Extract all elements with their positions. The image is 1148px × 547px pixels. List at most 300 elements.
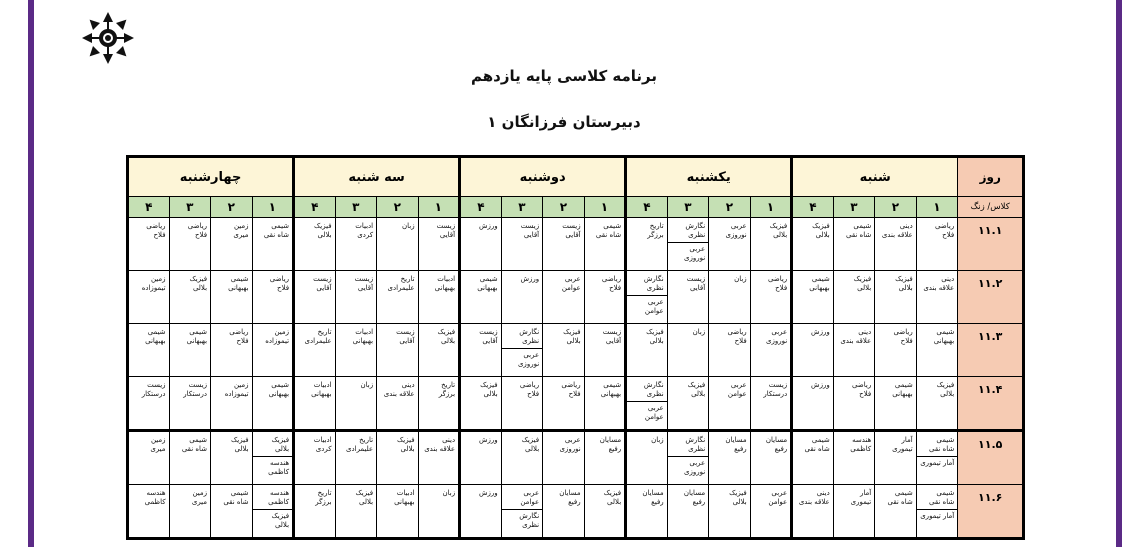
schedule-cell: [460, 377, 502, 431]
schedule-cell: [875, 377, 917, 431]
schedule-cell: [377, 218, 419, 271]
schedule-cell: [709, 431, 751, 485]
cell-line: شاه نقی: [887, 498, 913, 506]
schedule-cell: [833, 324, 875, 377]
cell-line: تیموری: [850, 498, 872, 506]
cell-line: ورزش: [478, 489, 498, 497]
cell-line: تاریخ: [400, 275, 415, 283]
cell-line: ریاضی: [767, 275, 788, 283]
class-label: ۱۱.۵: [958, 431, 1024, 485]
cell-line: بلالی: [857, 284, 872, 292]
schedule-cell: [418, 218, 460, 271]
cell-line: برزگر: [438, 390, 456, 398]
cell-line: علاقه بندی: [881, 231, 913, 239]
cell-line: زیست: [602, 328, 622, 336]
table-row: [128, 218, 1024, 271]
cell-line: نظری: [646, 284, 664, 292]
schedule-cell: [543, 377, 585, 431]
cell-line: علیمرادی: [304, 337, 332, 345]
cell-line: تاریخ: [649, 222, 664, 230]
cell-line: زمین: [150, 275, 166, 283]
cell-line: درستکار: [141, 390, 166, 398]
schedule-cell: [709, 218, 751, 271]
schedule-cell: [252, 271, 294, 324]
cell-line: تاریخ: [441, 381, 456, 389]
cell-line: زمین: [233, 381, 249, 389]
schedule-cell: [169, 377, 211, 431]
cell-line: شیمی: [479, 275, 498, 283]
cell-line: زمین: [233, 222, 249, 230]
cell-line: بلالی: [525, 445, 540, 453]
cell-line: بلالی: [732, 498, 747, 506]
cell-line: علاقه بندی: [923, 284, 955, 292]
cell-line: فیزیک: [729, 489, 747, 497]
schedule-cell: [750, 485, 792, 539]
schedule-cell: [626, 485, 668, 539]
school-name: دبیرستان فرزانگان ۱: [487, 113, 641, 131]
cell-line: ادبیات: [437, 275, 456, 283]
cell-line: بهبهانی: [311, 390, 332, 398]
cell-line: تاریخ: [317, 328, 332, 336]
schedule-cell: [584, 431, 626, 485]
schedule-cell: [833, 377, 875, 431]
cell-line: علاقه بندی: [840, 337, 872, 345]
schedule-cell: [916, 377, 958, 431]
schedule-cell: [667, 218, 709, 271]
schedule-cell: [626, 271, 668, 324]
schedule-cell: [501, 271, 543, 324]
cell-line: آقایی: [316, 284, 332, 292]
schedule-cell: [875, 431, 917, 485]
cell-line: فیزیک: [521, 436, 540, 444]
cell-line: هندسه: [852, 436, 872, 444]
cell-line: رفیع: [651, 498, 664, 506]
cell-line: رفیع: [734, 445, 747, 453]
cell-line: آقایی: [605, 337, 622, 345]
cell-line: شیمی: [936, 328, 955, 336]
cell-line: آقایی: [439, 231, 456, 239]
cell-line: فلاح: [236, 337, 249, 345]
schedule-cell: [128, 218, 170, 271]
cell-line: برزگر: [647, 231, 664, 239]
cell-line: آقایی: [565, 231, 581, 239]
schedule-cell: [543, 271, 585, 324]
schedule-cell: [377, 377, 419, 431]
schedule-cell: [252, 377, 294, 431]
schedule-table: [126, 155, 1025, 540]
cell-line: عوامن: [561, 284, 581, 292]
cell-line: رفیع: [692, 498, 706, 506]
schedule-cell: [128, 271, 170, 324]
cell-line: فلاح: [859, 390, 872, 398]
cell-line: درستکار: [183, 390, 208, 398]
cell-line: ورزش: [478, 436, 498, 444]
page-title: برنامه کلاسی پایه یازدهم: [470, 67, 658, 85]
cell-line: زبان: [442, 489, 456, 497]
emblem-icon: [80, 10, 136, 66]
schedule-cell: [543, 431, 585, 485]
cell-line: مسایان: [765, 436, 788, 444]
cell-line: زبان: [734, 275, 747, 283]
cell-line: تیموزاده: [265, 337, 290, 345]
schedule-cell: [626, 377, 668, 431]
schedule-cell: [211, 377, 253, 431]
schedule-cell: [709, 377, 751, 431]
cell-line: عربی: [771, 489, 788, 497]
cell-line: شاه نقی: [929, 498, 955, 506]
cell-line: بلالی: [649, 337, 664, 345]
cell-line: فلاح: [609, 284, 622, 292]
day-header-row: [128, 157, 1024, 197]
cell-line: کاظمی: [850, 445, 872, 453]
schedule-cell: [584, 271, 626, 324]
schedule-cell: [792, 431, 834, 485]
cell-line: عوامن: [520, 498, 540, 506]
schedule-cell: [211, 324, 253, 377]
cell-line: فلاح: [568, 390, 581, 398]
schedule-cell: [750, 271, 792, 324]
cell-line: نظری: [688, 445, 706, 453]
cell-line: فلاح: [775, 284, 788, 292]
cell-line: بهبهانی: [933, 337, 955, 345]
cell-line: بلالی: [400, 445, 415, 453]
bell-number: ۲: [211, 197, 253, 218]
cell-line: زیست: [479, 328, 498, 336]
cell-line: شیمی: [894, 381, 913, 389]
cell-line: دینی: [941, 275, 955, 283]
cell-line: تیموزاده: [141, 284, 166, 292]
schedule-cell: [128, 431, 170, 485]
schedule-cell: [584, 377, 626, 431]
day-header-chaharshanbe: چهارشنبه: [128, 157, 294, 197]
cell-line: دینی: [442, 436, 456, 444]
cell-line: نگارش: [519, 328, 540, 336]
cell-line: مسایان: [725, 436, 747, 444]
cell-line: علاقه بندی: [383, 390, 415, 398]
bell-number: ۳: [169, 197, 211, 218]
cell-line: برزگر: [315, 498, 332, 506]
schedule-cell: [875, 324, 917, 377]
cell-line: بلالی: [773, 231, 788, 239]
schedule-cell: [335, 377, 377, 431]
schedule-cell: [169, 431, 211, 485]
cell-line: ریاضی: [519, 381, 540, 389]
cell-line: ورزش: [811, 328, 830, 336]
bell-number: ۴: [792, 197, 834, 218]
schedule-cell: [252, 218, 294, 271]
schedule-cell: [750, 377, 792, 431]
cell-line: بلالی: [691, 390, 706, 398]
cell-line: شیمی: [936, 489, 955, 497]
schedule-cell: [833, 218, 875, 271]
cell-line: شاه نقی: [263, 231, 290, 239]
schedule-cell: [916, 271, 958, 324]
cell-line: نگارش: [643, 275, 664, 283]
schedule-cell: [501, 485, 543, 539]
cell-line: نوروزی: [725, 231, 747, 239]
cell-line: بهبهانی: [434, 284, 456, 292]
cell-line: ریاضی: [934, 222, 955, 230]
cell-line: نگارش: [685, 222, 706, 230]
schedule-cell: [252, 485, 294, 539]
cell-line: کردی: [315, 445, 332, 453]
schedule-cell: [792, 324, 834, 377]
bell-number: ۴: [128, 197, 170, 218]
cell-line: نظری: [688, 231, 706, 239]
cell-line: بهبهانی: [145, 337, 166, 345]
schedule-cell: [626, 218, 668, 271]
cell-line: عربی عوامن: [627, 295, 667, 316]
cell-line: شاه نقی: [181, 445, 208, 453]
bell-number: ۲: [875, 197, 917, 218]
cell-line: شیمی: [894, 489, 913, 497]
cell-line: بلالی: [898, 284, 913, 292]
schedule-cell: [335, 271, 377, 324]
cell-line: زیست: [520, 222, 540, 230]
bell-number: ۳: [833, 197, 875, 218]
cell-line: فیزیک: [853, 275, 872, 283]
schedule-cell: [128, 377, 170, 431]
schedule-cell: [833, 431, 875, 485]
bell-number: ۳: [667, 197, 709, 218]
bell-number: ۳: [501, 197, 543, 218]
cell-line: فیزیک: [231, 436, 249, 444]
cell-line: هندسه کاظمی: [253, 456, 293, 477]
schedule-cell: [418, 271, 460, 324]
schedule-cell: [875, 271, 917, 324]
cell-line: رفیع: [608, 445, 622, 453]
cell-line: فیزیک: [271, 436, 290, 444]
class-label: ۱۱.۴: [958, 377, 1024, 431]
cell-line: ورزش: [478, 222, 498, 230]
bell-number: ۱: [418, 197, 460, 218]
bell-number: ۲: [543, 197, 585, 218]
schedule-cell: [418, 377, 460, 431]
cell-line: عربی نوروزی: [502, 348, 543, 369]
schedule-cell: [667, 271, 709, 324]
bell-number: ۴: [626, 197, 668, 218]
cell-line: آمار تیموری: [917, 456, 958, 468]
cell-line: ورزش: [520, 275, 540, 283]
cell-line: ریاضی: [187, 222, 208, 230]
schedule-cell: [501, 431, 543, 485]
cell-line: زبان: [692, 328, 706, 336]
day-header-shanbe: شنبه: [792, 157, 958, 197]
schedule-cell: [377, 271, 419, 324]
cell-line: دینی: [401, 381, 415, 389]
cell-line: مسایان: [559, 489, 581, 497]
cell-line: هندسه: [146, 489, 166, 497]
schedule-cell: [460, 218, 502, 271]
class-label: ۱۱.۲: [958, 271, 1024, 324]
cell-line: فیزیک: [480, 381, 498, 389]
cell-line: فلاح: [900, 337, 913, 345]
cell-line: شیمی: [811, 275, 830, 283]
cell-line: عربی: [523, 489, 540, 497]
cell-line: عوامن: [768, 498, 788, 506]
schedule-cell: [252, 324, 294, 377]
cell-line: فیزیک: [437, 328, 456, 336]
cell-line: فیزیک: [189, 275, 208, 283]
cell-line: ادبیات: [313, 436, 332, 444]
cell-line: زبان: [651, 436, 664, 444]
schedule-cell: [128, 324, 170, 377]
cell-line: بهبهانی: [394, 498, 415, 506]
cell-line: زیست: [188, 381, 208, 389]
schedule-cell: [709, 271, 751, 324]
schedule-cell: [543, 218, 585, 271]
schedule-cell: [792, 271, 834, 324]
cell-line: میری: [191, 498, 208, 506]
schedule-cell: [501, 218, 543, 271]
schedule-cell: [750, 431, 792, 485]
cell-line: بلالی: [940, 390, 955, 398]
cell-line: شاه نقی: [846, 231, 872, 239]
schedule-cell: [750, 218, 792, 271]
cell-line: دینی: [816, 489, 830, 497]
cell-line: بلالی: [317, 231, 332, 239]
cell-line: فلاح: [527, 390, 540, 398]
cell-line: ادبیات: [355, 328, 374, 336]
cell-line: بلالی: [566, 337, 581, 345]
cell-line: بلالی: [607, 498, 622, 506]
cell-line: علیمرادی: [346, 445, 374, 453]
cell-line: شیمی: [271, 222, 290, 230]
cell-line: بلالی: [274, 445, 290, 453]
schedule-cell: [169, 271, 211, 324]
schedule-cell: [584, 218, 626, 271]
schedule-cell: [460, 271, 502, 324]
schedule-cell: [294, 271, 336, 324]
cell-line: ریاضی: [893, 328, 913, 336]
schedule-cell: [460, 431, 502, 485]
schedule-cell: [211, 271, 253, 324]
schedule-cell: [169, 324, 211, 377]
cell-line: بلالی: [441, 337, 456, 345]
cell-line: میری: [150, 445, 166, 453]
schedule-cell: [916, 218, 958, 271]
cell-line: آمار: [860, 489, 872, 497]
table-row: [128, 485, 1024, 539]
cell-line: نگارش: [685, 436, 706, 444]
cell-line: آقایی: [482, 337, 498, 345]
cell-line: شاه نقی: [223, 498, 249, 506]
cell-line: علیمرادی: [387, 284, 415, 292]
cell-line: بلالی: [815, 231, 830, 239]
cell-line: فلاح: [153, 231, 166, 239]
cell-line: نگارش: [643, 381, 664, 389]
bell-number: ۴: [460, 197, 502, 218]
schedule-cell: [294, 218, 336, 271]
cell-line: آمار تیموری: [917, 509, 958, 521]
cell-line: شاه نقی: [929, 445, 955, 453]
schedule-cell: [667, 485, 709, 539]
cell-line: ریاضی: [601, 275, 622, 283]
cell-line: ریاضی: [727, 328, 747, 336]
cell-line: شیمی: [230, 275, 249, 283]
cell-line: فیزیک: [812, 222, 830, 230]
schedule-cell: [792, 377, 834, 431]
cell-line: عربی نوروزی: [668, 456, 709, 477]
schedule-cell: [211, 218, 253, 271]
cell-line: عربی: [771, 328, 788, 336]
cell-line: شاه نقی: [804, 445, 830, 453]
cell-line: دینی: [858, 328, 872, 336]
bell-number: ۲: [377, 197, 419, 218]
cell-line: زیست: [147, 381, 166, 389]
cell-line: آقایی: [523, 231, 540, 239]
cell-line: ادبیات: [355, 222, 374, 230]
schedule-cell: [460, 324, 502, 377]
cell-line: کاظمی: [144, 498, 166, 506]
cell-line: فیزیک: [936, 381, 955, 389]
cell-line: عوامن: [727, 390, 747, 398]
table-row: [128, 377, 1024, 431]
cell-line: فیزیک: [603, 489, 622, 497]
schedule-cell: [750, 324, 792, 377]
schedule-cell: [335, 324, 377, 377]
cell-line: ریاضی: [851, 381, 872, 389]
table-row: [128, 431, 1024, 485]
bell-number: ۱: [916, 197, 958, 218]
cell-line: بهبهانی: [186, 337, 208, 345]
schedule-cell: [335, 218, 377, 271]
schedule-cell: [169, 218, 211, 271]
schedule-cell: [377, 485, 419, 539]
cell-line: شاه نقی: [595, 231, 622, 239]
cell-line: فلاح: [195, 231, 208, 239]
cell-line: ادبیات: [396, 489, 415, 497]
cell-line: شیمی: [189, 436, 208, 444]
schedule-cell: [335, 431, 377, 485]
cell-line: زمین: [150, 436, 166, 444]
cell-line: فیزیک بلالی: [253, 509, 293, 530]
cell-line: شیمی: [811, 436, 830, 444]
cell-line: فلاح: [942, 231, 955, 239]
day-header-seshanbe: سه شنبه: [294, 157, 460, 197]
schedule-cell: [294, 324, 336, 377]
cell-line: مسایان: [599, 436, 622, 444]
cell-line: شیمی: [147, 328, 166, 336]
cell-line: زمین: [192, 489, 208, 497]
schedule-cell: [709, 324, 751, 377]
cell-line: نظری: [522, 337, 540, 345]
bell-number: ۱: [750, 197, 792, 218]
schedule-cell: [418, 485, 460, 539]
bell-number: ۲: [709, 197, 751, 218]
schedule-cell: [460, 485, 502, 539]
corner-day-label: روز: [958, 157, 1024, 197]
cell-line: شیمی: [936, 436, 955, 444]
cell-line: فلاح: [734, 337, 747, 345]
cell-line: کاظمی: [268, 498, 290, 506]
class-label: ۱۱.۱: [958, 218, 1024, 271]
cell-line: فیزیک: [687, 381, 706, 389]
schedule-cell: [418, 324, 460, 377]
cell-line: درستکار: [763, 390, 788, 398]
schedule-cell: [211, 431, 253, 485]
schedule-cell: [377, 431, 419, 485]
schedule-cell: [501, 324, 543, 377]
day-header-yekshanbe: یکشنبه: [626, 157, 792, 197]
cell-line: عربی: [564, 436, 581, 444]
schedule-cell: [584, 324, 626, 377]
schedule-cell: [792, 218, 834, 271]
cell-line: زیست: [686, 275, 706, 283]
schedule-cell: [335, 485, 377, 539]
cell-line: فلاح: [277, 284, 290, 292]
cell-line: علاقه بندی: [798, 498, 830, 506]
